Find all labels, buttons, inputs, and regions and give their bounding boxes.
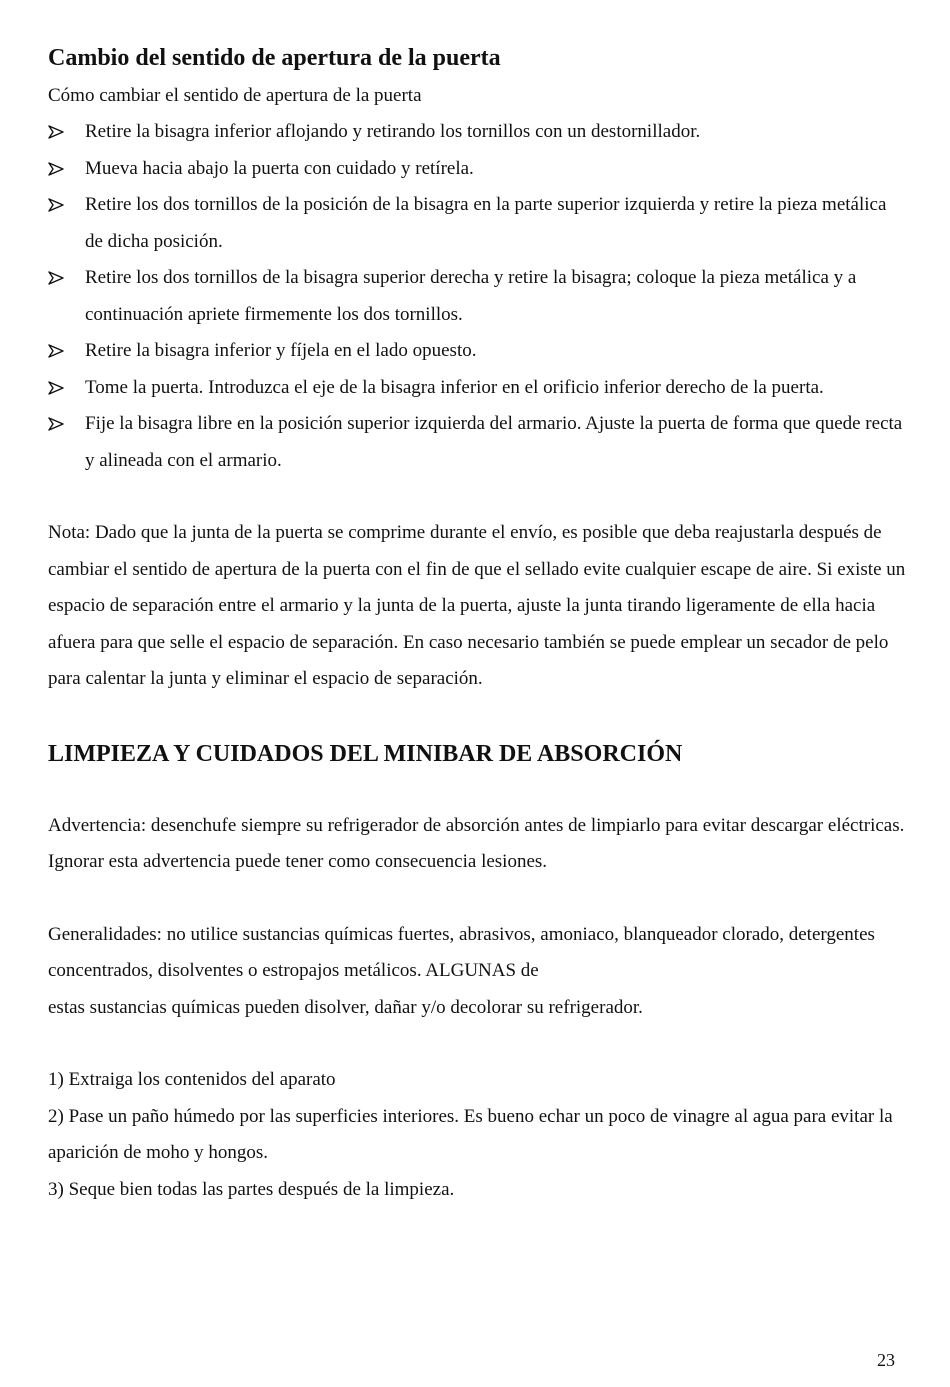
list-item: 3) Seque bien todas las partes después de la limpieza. bbox=[48, 1178, 455, 1200]
general-paragraph-line2: estas sustancias químicas pueden disolver, dañar y/o decolorar su refrigerador. bbox=[48, 996, 643, 1018]
cleaning-steps bbox=[48, 1062, 908, 1208]
list-item bbox=[48, 406, 908, 479]
arrowhead-bullet-icon bbox=[48, 162, 64, 176]
list-item-text: Retire la bisagra inferior y fíjela en el lado opuesto. bbox=[85, 340, 477, 361]
list-item bbox=[48, 187, 908, 260]
note-paragraph: Nota: Dado que la junta de la puerta se comprime durante el envío, es posible que deba reajustarla después de cambiar el sentido de apertura de la puerta con el fin de que el sellado evite cualquier escape de aire. Si existe un espacio de separación entre el armario y la junta de la puerta, ajuste la junta tirando ligeramente de ella hacia afuera para que selle el espacio de separación. En caso necesario también se puede emplear un secador de pelo para calentar la junta y eliminar el espacio de separación. bbox=[48, 522, 906, 689]
arrowhead-bullet-icon bbox=[48, 271, 64, 285]
spacer bbox=[48, 698, 908, 736]
list-item bbox=[48, 114, 908, 151]
spacer bbox=[48, 1026, 908, 1062]
list-item-text: Retire los dos tornillos de la bisagra superior derecha y retire la bisagra; coloque la pieza metálica y a continuación apriete firmemente los dos tornillos. bbox=[85, 267, 857, 325]
arrowhead-bullet-icon bbox=[48, 198, 64, 212]
spacer bbox=[48, 772, 908, 808]
spacer bbox=[48, 479, 908, 515]
arrowhead-bullet-icon bbox=[48, 381, 64, 395]
list-item bbox=[48, 151, 908, 188]
document-page bbox=[48, 40, 908, 1208]
section-title-cleaning: LIMPIEZA Y CUIDADOS DEL MINIBAR DE ABSORCIÓN bbox=[48, 740, 683, 767]
list-item-text: Fije la bisagra libre en la posición superior izquierda del armario. Ajuste la puerta de forma que quede recta y alineada con el armario. bbox=[85, 413, 903, 471]
list-item: 2) Pase un paño húmedo por las superficies interiores. Es bueno echar un poco de vinagre al agua para evitar la aparición de moho y hongos. bbox=[48, 1105, 893, 1163]
list-item: 1) Extraiga los contenidos del aparato bbox=[48, 1069, 336, 1090]
door-reversal-steps bbox=[48, 114, 908, 479]
arrowhead-bullet-icon bbox=[48, 125, 64, 139]
list-item bbox=[48, 260, 908, 333]
section-subtitle: Cómo cambiar el sentido de apertura de la puerta bbox=[48, 85, 422, 106]
list-item-text: Mueva hacia abajo la puerta con cuidado y retírela. bbox=[85, 157, 474, 179]
section-title-door-reversal: Cambio del sentido de apertura de la puerta bbox=[48, 45, 501, 71]
arrowhead-bullet-icon bbox=[48, 344, 64, 358]
list-item bbox=[48, 333, 908, 370]
list-item-text: Tome la puerta. Introduzca el eje de la bisagra inferior en el orificio inferior derecho de la puerta. bbox=[85, 376, 824, 398]
page-number: 23 bbox=[877, 1350, 895, 1370]
list-item-text: Retire la bisagra inferior aflojando y retirando los tornillos con un destornillador. bbox=[85, 121, 701, 142]
list-item-text: Retire los dos tornillos de la posición de la bisagra en la parte superior izquierda y retire la pieza metálica de dicha posición. bbox=[85, 194, 887, 252]
list-item bbox=[48, 370, 908, 407]
general-paragraph-line1: Generalidades: no utilice sustancias químicas fuertes, abrasivos, amoniaco, blanqueador clorado, detergentes concentrados, disolventes o estropajos metálicos. ALGUNAS de bbox=[48, 923, 875, 981]
warning-paragraph: Advertencia: desenchufe siempre su refrigerador de absorción antes de limpiarlo para evitar descargar eléctricas. Ignorar esta advertencia puede tener como consecuencia lesiones. bbox=[48, 814, 905, 872]
spacer bbox=[48, 881, 908, 917]
arrowhead-bullet-icon bbox=[48, 417, 64, 431]
